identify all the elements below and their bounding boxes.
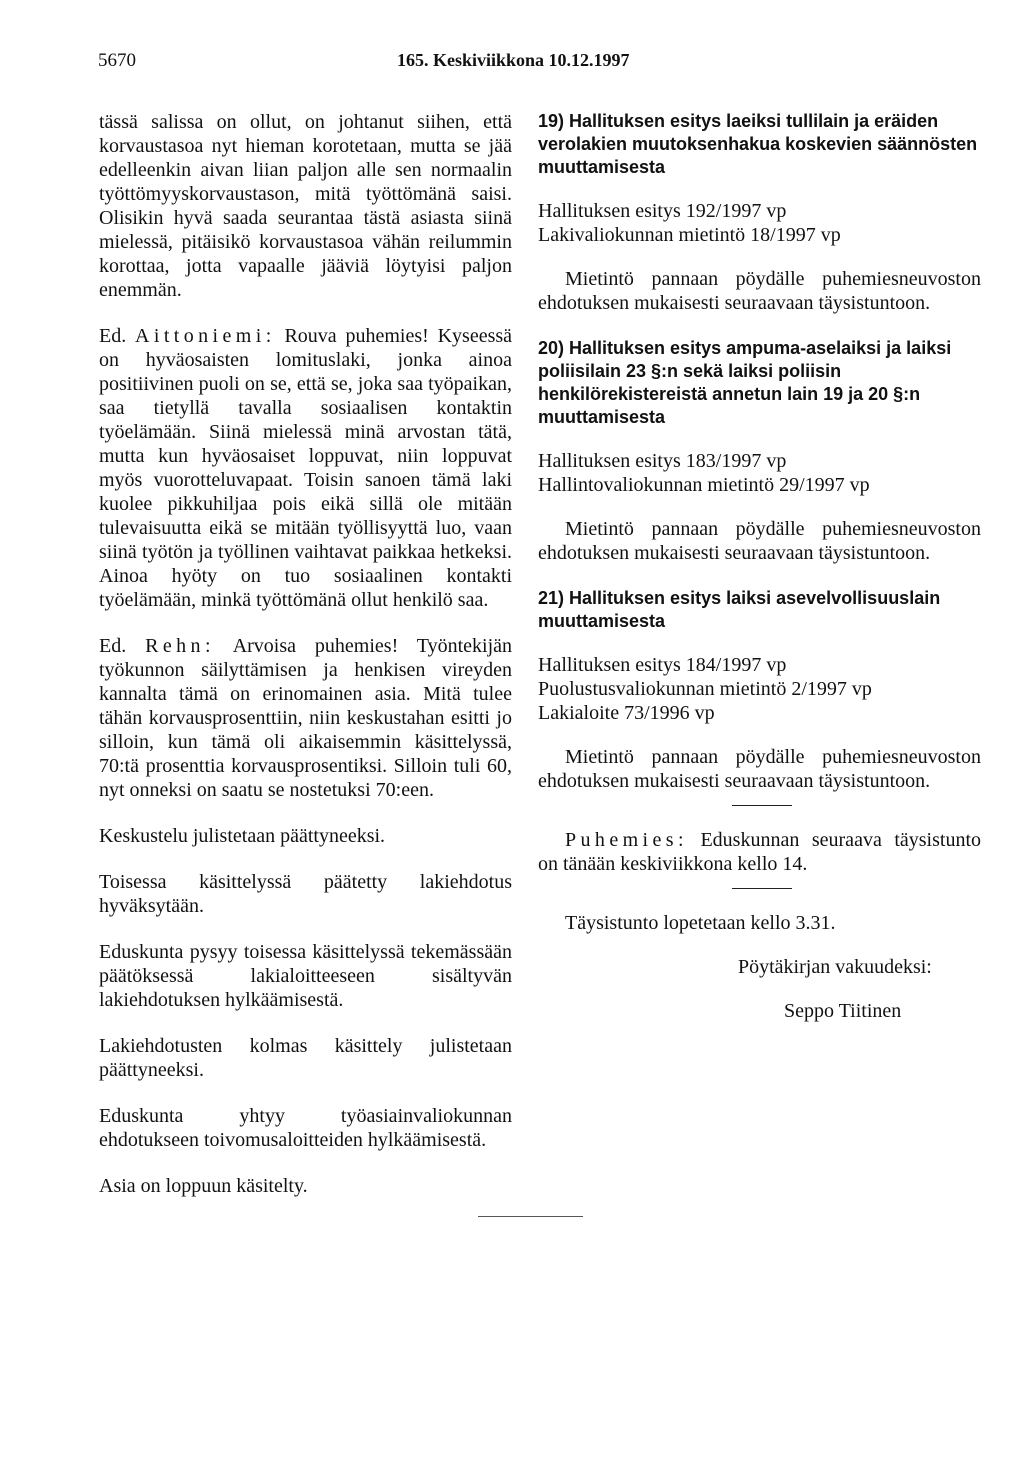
agenda-item-19-title: 19) Hallituksen esitys laeiksi tullilain ja eräiden verolakien muutoksenhakua koskevien säännösten muuttamisesta: [538, 111, 978, 177]
session-closing: Täysistunto lopetetaan kello 3.31.: [565, 912, 836, 934]
item-concluded: Asia on loppuun käsitelty.: [99, 1175, 308, 1197]
section-divider: [732, 888, 792, 889]
agenda-item-21-refs: [538, 653, 981, 725]
speech-text: Rouva puhemies! Kyseessä on hyväosaisten lomituslaki, jonka ainoa positiivinen puoli on se, että se, joka saa työpaikan, saa tietyllä tavalla sosiaalisen kontaktin työelämään. Siinä mielessä minä arvostan tätä, mutta kun hyväosaiset loppuvat, niin loppuvat myös vuorotteluvapaat. Toisin sanoen tämä laki kuolee pikkuhiljaa pois eikä sillä ole mitään tulevaisuutta eikä se mitään työllisyyttä luo, vaan siinä työtön ja työllinen vaihtavat paikkaa hetkeksi. Ainoa hyöty on tuo sosiaalinen kontakti työelämään, minkä työttömänä ollut henkilö saa.: [99, 325, 513, 611]
right-column: [538, 110, 981, 1023]
attestation-label: Pöytäkirjan vakuudeksi:: [738, 956, 932, 978]
section-divider: [732, 805, 792, 806]
speaker-name: Puhemies:: [565, 829, 688, 851]
page-number: 5670: [98, 50, 136, 71]
speech-rehn: [99, 634, 512, 802]
reference-line: Hallintovaliokunnan mietintö 29/1997 vp: [538, 474, 870, 496]
agenda-item-21-decision: Mietintö pannaan pöydälle puhemiesneuvoston ehdotuksen mukaisesti seuraavaan täysistuntoon.: [538, 746, 981, 792]
speech-prefix: Ed.: [99, 325, 127, 347]
agenda-item-19-decision: Mietintö pannaan pöydälle puhemiesneuvoston ehdotuksen mukaisesti seuraavaan täysistuntoon.: [538, 268, 981, 314]
agenda-item-20-decision: Mietintö pannaan pöydälle puhemiesneuvoston ehdotuksen mukaisesti seuraavaan täysistuntoon.: [538, 518, 981, 564]
agenda-item-20-refs: [538, 449, 981, 497]
speaker-name: Rehn:: [145, 635, 215, 657]
agenda-item-21-title: 21) Hallituksen esitys laiksi asevelvollisuuslain muuttamisesta: [538, 588, 941, 631]
speaker-name: Aittoniemi:: [135, 325, 276, 347]
bill-approved: Toisessa käsittelyssä päätetty lakiehdotus hyväksytään.: [99, 871, 512, 917]
reference-line: Hallituksen esitys 184/1997 vp: [538, 654, 787, 676]
paragraph-continuation: tässä salissa on ollut, on johtanut siihen, että korvaustasoa nyt hieman korotetaan, mutta se jää edelleenkin aivan liian paljon alle sen normaalin työttömyyskorvaustason, mitä työttömänä saisi. Olisikin hyvä saada seurantaa tästä asiasta siinä mielessä, pitäisikö korvaustasoa vähän reilummin korottaa, jotta vapaalle jääviä löytyisi paljon enemmän.: [99, 111, 512, 301]
agenda-item-19-refs: [538, 199, 981, 247]
speech-prefix: Ed.: [99, 635, 127, 657]
third-reading-closed: Lakiehdotusten kolmas käsittely julistetaan päättyneeksi.: [99, 1035, 512, 1081]
end-rule: [478, 1216, 583, 1217]
signer-name: Seppo Tiitinen: [784, 1000, 902, 1022]
discussion-closed: Keskustelu julistetaan päättyneeksi.: [99, 825, 386, 847]
agenda-item-20-title: 20) Hallituksen esitys ampuma-aselaiksi ja laiksi poliisilain 23 §:n sekä laiksi poliisin henkilörekistereistä annetun lain 19 ja 20 §:n muuttamisesta: [538, 338, 952, 427]
speech-text: Arvoisa puhemies! Työntekijän työkunnon säilyttämisen ja henkisen vireyden kannalta tämä on erinomainen asia. Mitä tulee tähän korvausprosenttiin, niin keskustahan esitti jo silloin, kun tämä oli aikaisemmin käsittelyssä, 70:tä prosenttia korvausprosentiksi. Silloin tuli 60, nyt onneksi on saatu se nostetuksi 70:een.: [99, 635, 513, 801]
committee-agreement: Eduskunta yhtyy työasiainvaliokunnan ehdotukseen toivomusaloitteiden hylkäämisestä.: [99, 1105, 512, 1151]
decision-rejection: Eduskunta pysyy toisessa käsittelyssä tekemässään päätöksessä lakialoitteeseen sisältyvän lakiehdotuksen hylkäämisestä.: [99, 941, 512, 1011]
reference-line: Puolustusvaliokunnan mietintö 2/1997 vp: [538, 678, 872, 700]
announcement-text: Eduskunnan seuraava täysistunto on tänään keskiviikkona kello 14.: [538, 829, 982, 875]
reference-line: Hallituksen esitys 192/1997 vp: [538, 200, 787, 222]
left-column: [99, 110, 512, 1198]
page-header: [0, 50, 1024, 80]
session-title: 165. Keskiviikkona 10.12.1997: [397, 50, 630, 70]
reference-line: Hallituksen esitys 183/1997 vp: [538, 450, 787, 472]
reference-line: Lakivaliokunnan mietintö 18/1997 vp: [538, 224, 841, 246]
speech-aittoniemi: [99, 324, 512, 612]
chair-announcement: [538, 828, 981, 876]
reference-line: Lakialoite 73/1996 vp: [538, 702, 715, 724]
